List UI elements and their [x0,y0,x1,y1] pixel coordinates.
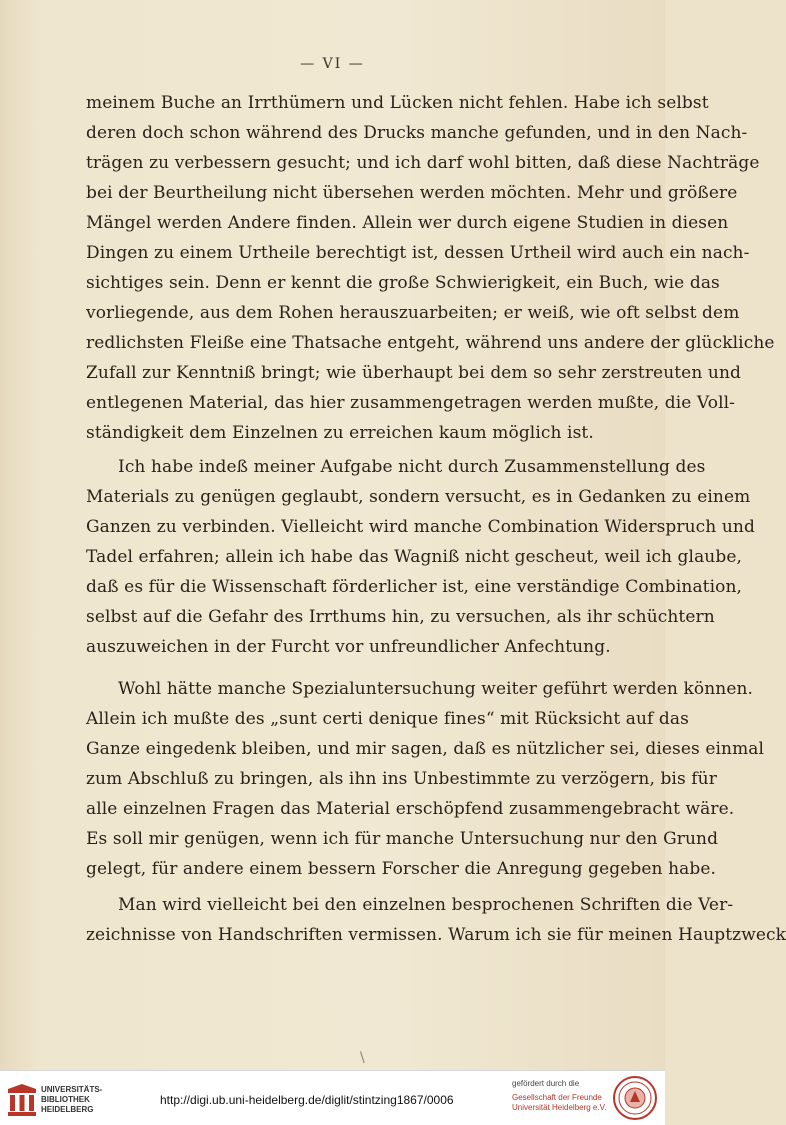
text-line: entlegenen Material, das hier zusammengetragen werden mußte, die Voll- [86,393,735,413]
sponsor-name-line: Universität Heidelberg e.V. [512,1103,607,1112]
text-line: meinem Buche an Irrthümern und Lücken nicht fehlen. Habe ich selbst [86,93,709,113]
text-line: Ganze eingedenk bleiben, und mir sagen, daß es nützlicher sei, dieses einmal [86,739,765,759]
text-line: Mängel werden Andere finden. Allein wer durch eigene Studien in diesen [86,213,729,233]
text-line: daß es für die Wissenschaft förderlicher ist, eine verständige Combination, [86,577,743,597]
sponsor-intro: gefördert durch die [512,1079,580,1088]
page-header: — VI — [300,56,365,72]
text-line: ständigkeit dem Einzelnen zu erreichen kaum möglich ist. [86,423,594,443]
university-library-logo-icon [6,1083,38,1117]
library-name-line: HEIDELBERG [41,1105,94,1114]
text-line: Tadel erfahren; allein ich habe das Wagniß nicht gescheut, weil ich glaube, [86,547,742,567]
text-line: Ganzen zu verbinden. Vielleicht wird manche Combination Widerspruch und [86,517,755,537]
source-url-link[interactable]: http://digi.ub.uni-heidelberg.de/diglit/stintzing1867/0006 [160,1093,454,1107]
text-line: redlichsten Fleiße eine Thatsache entgeht, während uns andere der glückliche [86,333,775,353]
text-line: Materials zu genügen geglaubt, sondern versucht, es in Gedanken zu einem [86,487,751,507]
text-line: Allein ich mußte des „sunt certi denique fines“ mit Rücksicht auf das [86,709,689,729]
text-line: gelegt, für andere einem bessern Forscher die Anregung gegeben habe. [86,859,716,879]
library-name [41,1085,102,1115]
text-line: Zufall zur Kenntniß bringt; wie überhaupt bei dem so sehr zerstreuten und [86,363,741,383]
text-line: zum Abschluß zu bringen, als ihn ins Unbestimmte zu verzögern, bis für [86,769,717,789]
sponsor-note [512,1079,606,1113]
text-line: zeichnisse von Handschriften vermissen. Warum ich sie für meinen Hauptzweck [86,925,786,945]
library-name-line: BIBLIOTHEK [41,1095,90,1104]
text-line: Dingen zu einem Urtheile berechtigt ist, dessen Urtheil wird auch ein nach- [86,243,750,263]
text-line: auszuweichen in der Furcht vor unfreundlicher Anfechtung. [86,637,611,657]
text-line: deren doch schon während des Drucks manche gefunden, und in den Nach- [86,123,748,143]
text-line: selbst auf die Gefahr des Irrthums hin, zu versuchen, als ihr schüchtern [86,607,715,627]
text-line: Man wird vielleicht bei den einzelnen besprochenen Schriften die Ver- [118,895,734,915]
text-line: sichtiges sein. Denn er kennt die große Schwierigkeit, ein Buch, wie das [86,273,720,293]
text-line: alle einzelnen Fragen das Material erschöpfend zusammengebracht wäre. [86,799,735,819]
library-name-line: UNIVERSITÄTS- [41,1085,103,1094]
footer-bar [0,1070,665,1125]
sponsor-name-line: Gesellschaft der Freunde [512,1093,602,1102]
text-line: vorliegende, aus dem Rohen herauszuarbeiten; er weiß, wie oft selbst dem [86,303,740,323]
text-line: bei der Beurtheilung nicht übersehen werden möchten. Mehr und größere [86,183,738,203]
signature-mark: \ [360,1050,365,1066]
text-line: Ich habe indeß meiner Aufgabe nicht durch Zusammenstellung des [118,457,706,477]
university-seal-icon [612,1075,658,1121]
text-line: trägen zu verbessern gesucht; und ich darf wohl bitten, daß diese Nachträge [86,153,760,173]
text-line: Wohl hätte manche Spezialuntersuchung weiter geführt werden können. [118,679,754,699]
text-line: Es soll mir genügen, wenn ich für manche Untersuchung nur den Grund [86,829,719,849]
